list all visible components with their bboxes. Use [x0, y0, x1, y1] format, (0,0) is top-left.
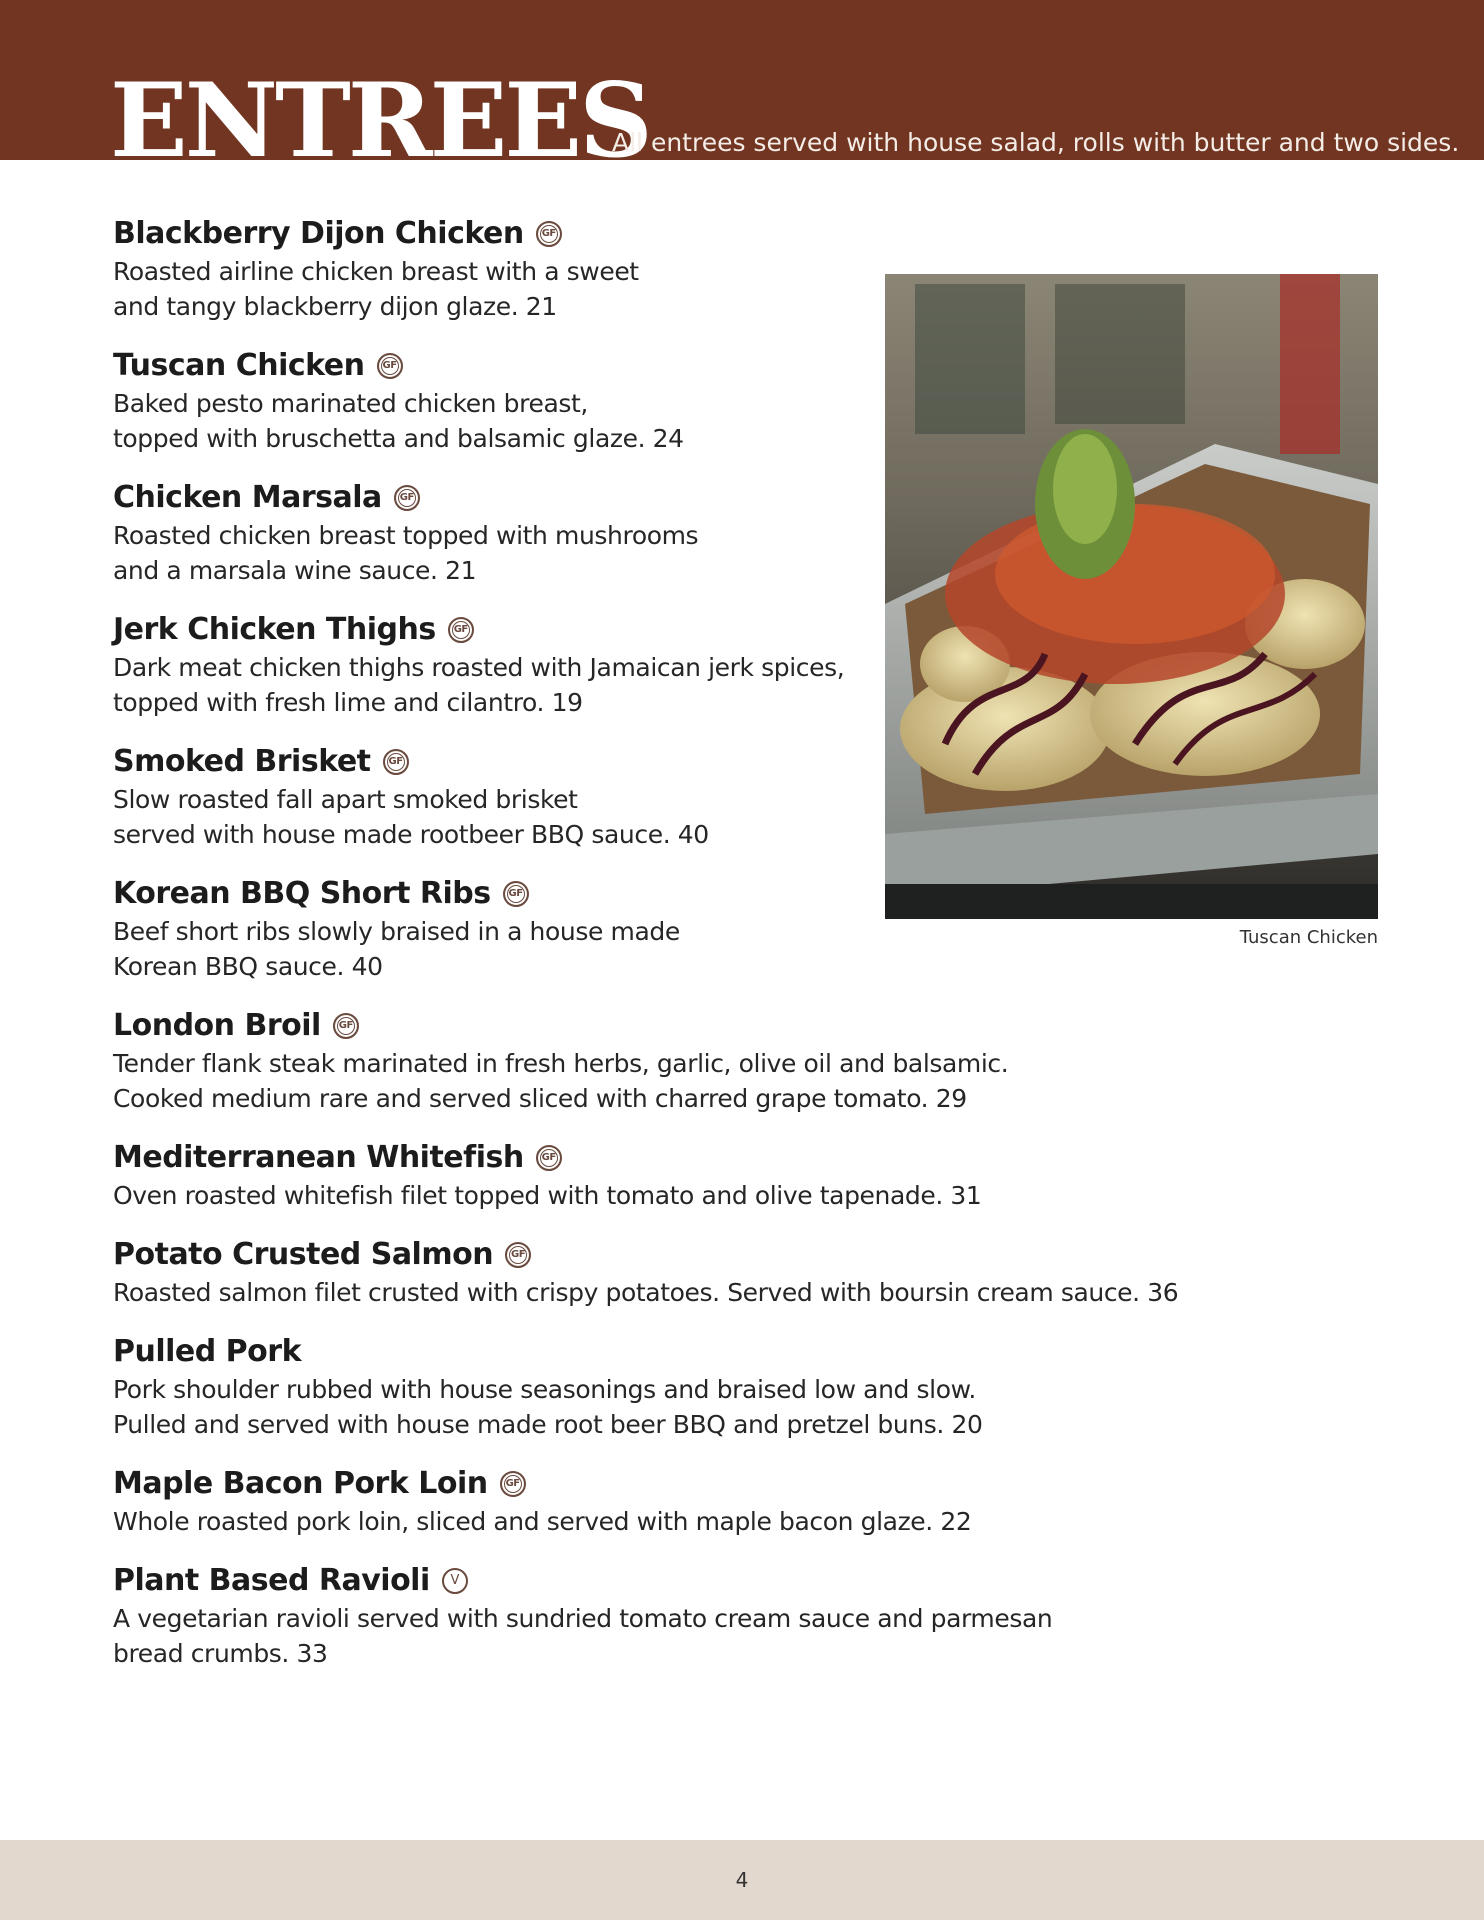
menu-item-description: Whole roasted pork loin, sliced and served with maple bacon glaze. 22: [113, 1507, 972, 1536]
menu-item-description: and a marsala wine sauce. 21: [113, 556, 477, 585]
menu-item-title: [113, 1561, 1373, 1601]
menu-item-description: and tangy blackberry dijon glaze. 21: [113, 292, 557, 321]
gluten-free-icon: GF: [503, 881, 529, 907]
menu-item-description: Pork shoulder rubbed with house seasonings and braised low and slow.: [113, 1375, 976, 1404]
page-number: 4: [735, 1868, 749, 1892]
menu-item-name: Potato Crusted Salmon: [113, 1237, 494, 1272]
menu-item-description: Beef short ribs slowly braised in a house made: [113, 917, 680, 946]
menu-item: [113, 1235, 1373, 1310]
menu-item-description: Roasted salmon filet crusted with crispy potatoes. Served with boursin cream sauce. 36: [113, 1278, 1179, 1307]
menu-item-description: Korean BBQ sauce. 40: [113, 952, 383, 981]
menu-item-description: served with house made rootbeer BBQ sauce. 40: [113, 820, 709, 849]
menu-item-title: [113, 1332, 1373, 1372]
menu-item-title: [113, 1464, 1373, 1504]
menu-item-description: Baked pesto marinated chicken breast,: [113, 389, 588, 418]
menu-item-name: London Broil: [113, 1008, 321, 1043]
menu-item-description: A vegetarian ravioli served with sundried tomato cream sauce and parmesan: [113, 1604, 1053, 1633]
photo-caption: Tuscan Chicken: [1239, 927, 1378, 948]
gluten-free-icon: GF: [377, 353, 403, 379]
page-subtitle: All entrees served with house salad, rolls with butter and two sides.: [612, 128, 1460, 157]
menu-item-title: [113, 1006, 1373, 1046]
menu-item-name: Tuscan Chicken: [113, 348, 365, 383]
gluten-free-icon: GF: [383, 749, 409, 775]
vegetarian-icon: V: [442, 1568, 468, 1594]
menu-item-name: Blackberry Dijon Chicken: [113, 216, 524, 251]
menu-item-title: [113, 214, 1373, 254]
menu-item-name: Maple Bacon Pork Loin: [113, 1466, 488, 1501]
menu-item: [113, 1138, 1373, 1213]
menu-item-description: Pulled and served with house made root beer BBQ and pretzel buns. 20: [113, 1410, 983, 1439]
gluten-free-icon: GF: [536, 221, 562, 247]
menu-item-name: Chicken Marsala: [113, 480, 382, 515]
menu-item: [113, 1464, 1373, 1539]
menu-item-name: Korean BBQ Short Ribs: [113, 876, 491, 911]
menu-item-description: Cooked medium rare and served sliced with charred grape tomato. 29: [113, 1084, 967, 1113]
menu-item-title: [113, 1138, 1373, 1178]
menu-item-description: Dark meat chicken thighs roasted with Jamaican jerk spices,: [113, 653, 845, 682]
menu-item-description: Tender flank steak marinated in fresh herbs, garlic, olive oil and balsamic.: [113, 1049, 1009, 1078]
menu-item-description: Roasted chicken breast topped with mushrooms: [113, 521, 699, 550]
gluten-free-icon: GF: [448, 617, 474, 643]
menu-item-description: Slow roasted fall apart smoked brisket: [113, 785, 578, 814]
photo-figure: [885, 274, 1378, 948]
gluten-free-icon: GF: [394, 485, 420, 511]
page-title: ENTREES: [110, 61, 650, 181]
menu-item-description: Oven roasted whitefish filet topped with tomato and olive tapenade. 31: [113, 1181, 982, 1210]
menu-item-name: Mediterranean Whitefish: [113, 1140, 524, 1175]
menu-item-description: Roasted airline chicken breast with a sweet: [113, 257, 639, 286]
menu-item-name: Pulled Pork: [113, 1334, 302, 1369]
menu-item-name: Smoked Brisket: [113, 744, 371, 779]
menu-item-description: topped with fresh lime and cilantro. 19: [113, 688, 583, 717]
menu-item-title: [113, 1235, 1373, 1275]
menu-item-name: Jerk Chicken Thighs: [113, 612, 436, 647]
gluten-free-icon: GF: [536, 1145, 562, 1171]
page-header: [0, 0, 1484, 181]
page-footer: [0, 1840, 1484, 1920]
menu-item-name: Plant Based Ravioli: [113, 1563, 430, 1598]
gluten-free-icon: GF: [500, 1471, 526, 1497]
gluten-free-icon: GF: [333, 1013, 359, 1039]
gluten-free-icon: GF: [505, 1242, 531, 1268]
menu-item: [113, 1006, 1373, 1116]
menu-item: [113, 1561, 1373, 1671]
menu-item-description: topped with bruschetta and balsamic glaze. 24: [113, 424, 684, 453]
tuscan-chicken-photo: [885, 274, 1378, 919]
menu-item: [113, 1332, 1373, 1442]
menu-item-description: bread crumbs. 33: [113, 1639, 328, 1668]
